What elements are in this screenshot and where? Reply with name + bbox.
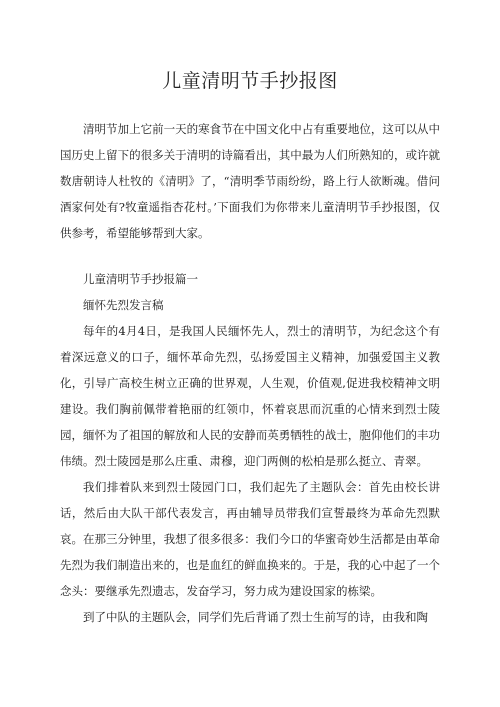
body-paragraph-2: 我们排着队来到烈士陵园门口，我们起先了主题队会：首先由校长讲话，然后由大队干部代表发言，再由辅导员带我们宣誓最终为革命先烈默哀。在那三分钟里，我想了很多很多：我们今口的华蜜奇妙生活都是由革命先烈为我们制造出来的，也是血红的鲜血换来的。于是，我的心中起了一个念头：要继承先烈遗志，发奋学习，努力成为建设国家的栋梁。 [60,480,440,598]
page-title: 儿童清明节手抄报图 [162,70,338,92]
section-spacer [60,246,440,266]
section-subtitle: 缅怀先烈发言稿 [83,298,164,312]
section-heading: 儿童清明节手抄报篇一 [83,272,198,286]
document-body [60,116,440,630]
intro-paragraph: 清明节加上它前一天的寒食节在中国文化中占有重要地位，这可以从中国历史上留下的很多关于清明的诗篇看出，其中最为人们所熟知的，或许就数唐朝诗人杜牧的《清明》了，“清明季节雨纷纷，路上行人欲断魂。借问酒家何处有?牧童遥指杏花村。’下面我们为你带来儿童清明节手抄报图，仅供参考，希望能够帮到大家。 [60,122,440,240]
body-paragraph-1: 每年的4月4日，是我国人民缅怀先人，烈士的清明节，为纪念这个有着深远意义的口子，缅怀革命先烈，弘扬爱国主义精神，加强爱国主义教化，引导广高校生树立正确的世界观，人生观，价值观,促进我校精神文明建设。我们胸前佩带着艳丽的红领巾，怀着哀思而沉重的心情来到烈士陵园，缅怀为了祖国的解放和人民的安静而英勇牺牲的战士，胞仰他们的丰功伟绩。烈士陵园是那么庄重、肃穆，迎门两侧的松柏是那么挺立、青翠。 [60,324,440,468]
body-paragraph-3: 到了中队的主题队会，同学们先后背诵了烈士生前写的诗，由我和陶 [83,610,428,624]
